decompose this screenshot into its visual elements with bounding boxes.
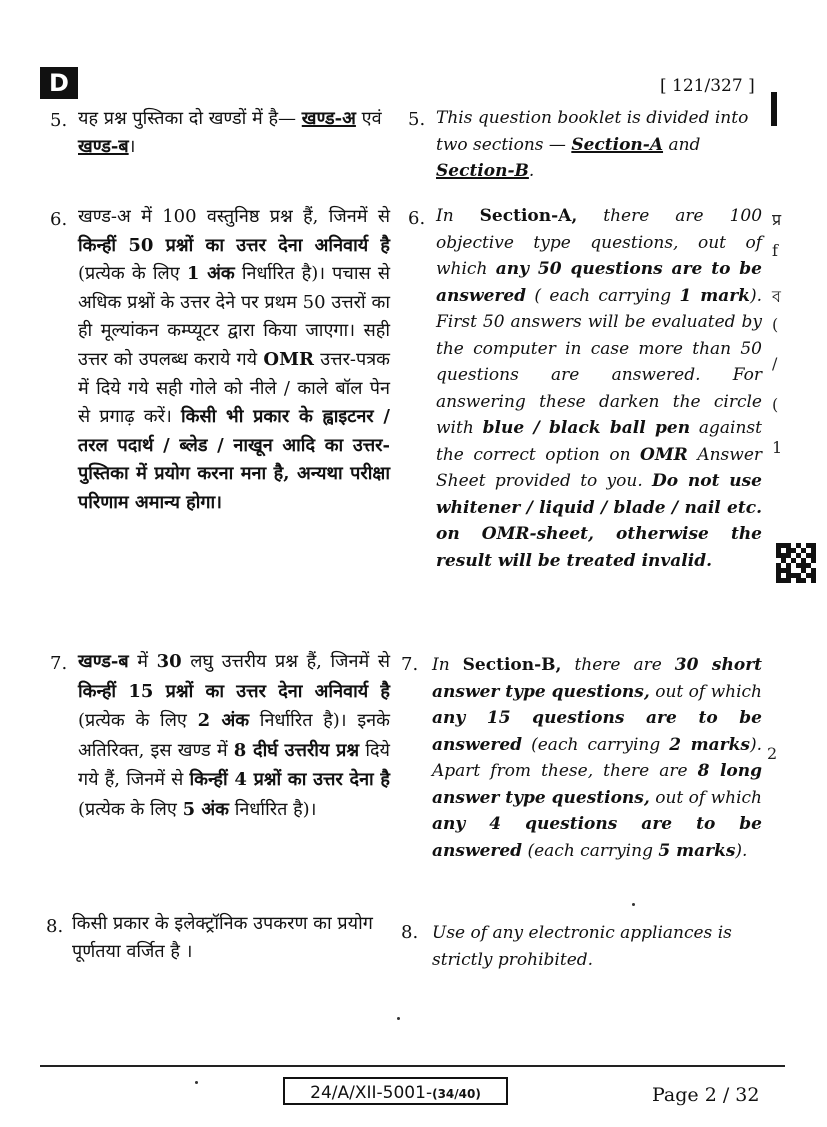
emphasis: any 15 questions are to be answered	[432, 708, 762, 755]
emphasis: किसी भी प्रकार के ह्वाइटनर / तरल पदार्थ / ब्लेड / नाखून आदि का उत्तर-पुस्तिका में प्रयोग करना मना है, अन्यथा परीक्षा परिणाम अमान्य होगा।	[78, 406, 390, 513]
english-item-number: 6.	[408, 208, 426, 229]
english-item-number: 8.	[401, 922, 419, 943]
margin-char: 1	[772, 438, 783, 457]
emphasis: किन्हीं 4 प्रश्नों का उत्तर देना है	[189, 769, 390, 790]
margin-char: ব	[772, 287, 781, 306]
section-b-label: Section-B	[436, 161, 529, 181]
text: ).	[735, 840, 748, 861]
hindi-item-6	[78, 203, 390, 518]
emphasis: किन्हीं 15 प्रश्नों का उत्तर देना अनिवार्य है	[78, 680, 390, 702]
text: (प्रत्येक के लिए	[78, 798, 177, 820]
emphasis: OMR	[263, 348, 314, 370]
section-a-label: Section-A	[571, 134, 664, 155]
text: there are 100 objective type questions, out of which	[436, 206, 763, 279]
margin-char: f	[772, 241, 778, 260]
section-b-hindi: खण्ड-ब	[78, 651, 129, 672]
text: This question booklet is divided into two sections —	[436, 108, 749, 155]
text: .	[528, 161, 535, 181]
margin-char: 2	[767, 744, 778, 763]
section-b-label: Section-B,	[462, 655, 562, 675]
text: निर्धारित है)।	[234, 798, 317, 820]
text: (प्रत्येक के लिए	[78, 263, 180, 285]
text: (each carrying	[531, 734, 661, 755]
stray-mark	[195, 1081, 198, 1084]
english-item-number: 7.	[401, 654, 419, 675]
emphasis: any 50 questions are to be answered	[436, 259, 762, 306]
text: out of which	[655, 681, 762, 702]
stray-mark	[632, 903, 635, 906]
page-number: Page 2 / 32	[652, 1084, 760, 1106]
section-a-label: Section-A,	[479, 206, 578, 226]
margin-bar	[771, 92, 777, 126]
emphasis: OMR	[640, 444, 688, 465]
emphasis: 2 अंक	[197, 710, 250, 731]
text: दिये गये हैं, जिनमें से	[78, 739, 390, 790]
english-item-7	[432, 652, 762, 864]
text: and	[668, 134, 701, 155]
english-item-8	[432, 920, 762, 973]
margin-char: (	[772, 315, 779, 334]
margin-char: /	[772, 354, 778, 373]
emphasis: 2 marks	[669, 734, 750, 755]
text: In	[436, 206, 454, 226]
text: किसी प्रकार के इलेक्ट्रॉनिक उपकरण का प्रयोग पूर्णतया वर्जित है ।	[72, 913, 373, 962]
text: यह प्रश्न पुस्तिका दो खण्डों में है—	[78, 108, 297, 129]
margin-char: (	[772, 395, 779, 414]
section-a-hindi: खण्ड-अ	[301, 108, 356, 129]
text: out of which	[655, 787, 762, 808]
hindi-item-number: 8.	[46, 916, 64, 937]
text: लघु उत्तरीय प्रश्न हैं, जिनमें से	[190, 651, 390, 672]
text: ). Apart from these, there are	[432, 734, 763, 781]
text: Answer Sheet provided to you.	[436, 444, 763, 491]
text: (each carrying	[527, 840, 653, 861]
emphasis: 5 marks	[658, 840, 736, 861]
text: ( each carrying	[534, 285, 672, 306]
hindi-item-8	[72, 910, 390, 965]
text: में	[137, 651, 149, 672]
english-item-number: 5.	[408, 109, 426, 130]
qr-code-icon	[776, 543, 816, 583]
text: ). First 50 answers will be evaluated by the computer in case more than 50 questions are answered. For answering these darken the circle with	[436, 285, 762, 438]
emphasis: any 4 questions are to be answered	[432, 814, 762, 861]
text: उत्तर-पत्रक में दिये गये सही गोले को नीले / काले बॉल पेन से प्रगाढ़ करें।	[78, 348, 390, 428]
emphasis: Do not use whitener / liquid / blade / nail etc. on OMR-sheet, otherwise the result will be treated invalid.	[436, 471, 762, 571]
text: Use of any electronic appliances is strictly prohibited.	[432, 923, 732, 970]
emphasis: 1 अंक	[186, 263, 235, 285]
hindi-item-number: 7.	[50, 653, 68, 674]
emphasis: 8 long answer type questions,	[432, 761, 762, 808]
hindi-item-5	[78, 105, 390, 160]
text: ।	[128, 135, 136, 157]
text: In	[432, 655, 450, 675]
text: निर्धारित है)। इनके अतिरिक्त, इस खण्ड में	[78, 710, 390, 761]
stray-mark	[397, 1017, 400, 1020]
text: there are	[574, 655, 662, 675]
hindi-item-number: 6.	[50, 209, 68, 230]
emphasis: 1 mark	[679, 285, 750, 306]
emphasis: 30 short answer type questions,	[432, 655, 762, 702]
text: (प्रत्येक के लिए	[78, 710, 187, 731]
emphasis: 30	[156, 651, 182, 672]
emphasis: किन्हीं 50 प्रश्नों का उत्तर देना अनिवार्य है	[78, 234, 390, 256]
english-item-5	[436, 105, 762, 185]
page-code: [ 121/327 ]	[660, 76, 755, 96]
hindi-item-number: 5.	[50, 110, 68, 131]
margin-char: प्र	[772, 210, 782, 229]
text: against the correct option on	[436, 418, 762, 465]
paper-code: 24/A/XII-5001-	[310, 1083, 433, 1103]
text: खण्ड-अ में 100 वस्तुनिष्ठ प्रश्न हैं, जिनमें से	[78, 206, 390, 227]
emphasis: blue / black ball pen	[482, 418, 691, 438]
set-label-badge: D	[40, 67, 78, 99]
hindi-item-7	[78, 647, 390, 824]
paper-code-suffix: (34/40)	[432, 1087, 481, 1101]
text: निर्धारित है)। पचास से अधिक प्रश्नों के उत्तर देने पर प्रथम 50 उत्तरों का ही मूल्यांकन कम्प्यूटर द्वारा किया जाएगा। सही उत्तर को उपलब्ध कराये गये	[78, 263, 390, 370]
paper-code-box	[283, 1077, 508, 1105]
footer-rule	[40, 1065, 785, 1067]
emphasis: 8 दीर्घ उत्तरीय प्रश्न	[233, 739, 360, 761]
section-b-hindi: खण्ड-ब	[78, 135, 129, 157]
text: एवं	[361, 108, 382, 129]
english-item-6	[436, 203, 762, 574]
emphasis: 5 अंक	[182, 798, 229, 820]
